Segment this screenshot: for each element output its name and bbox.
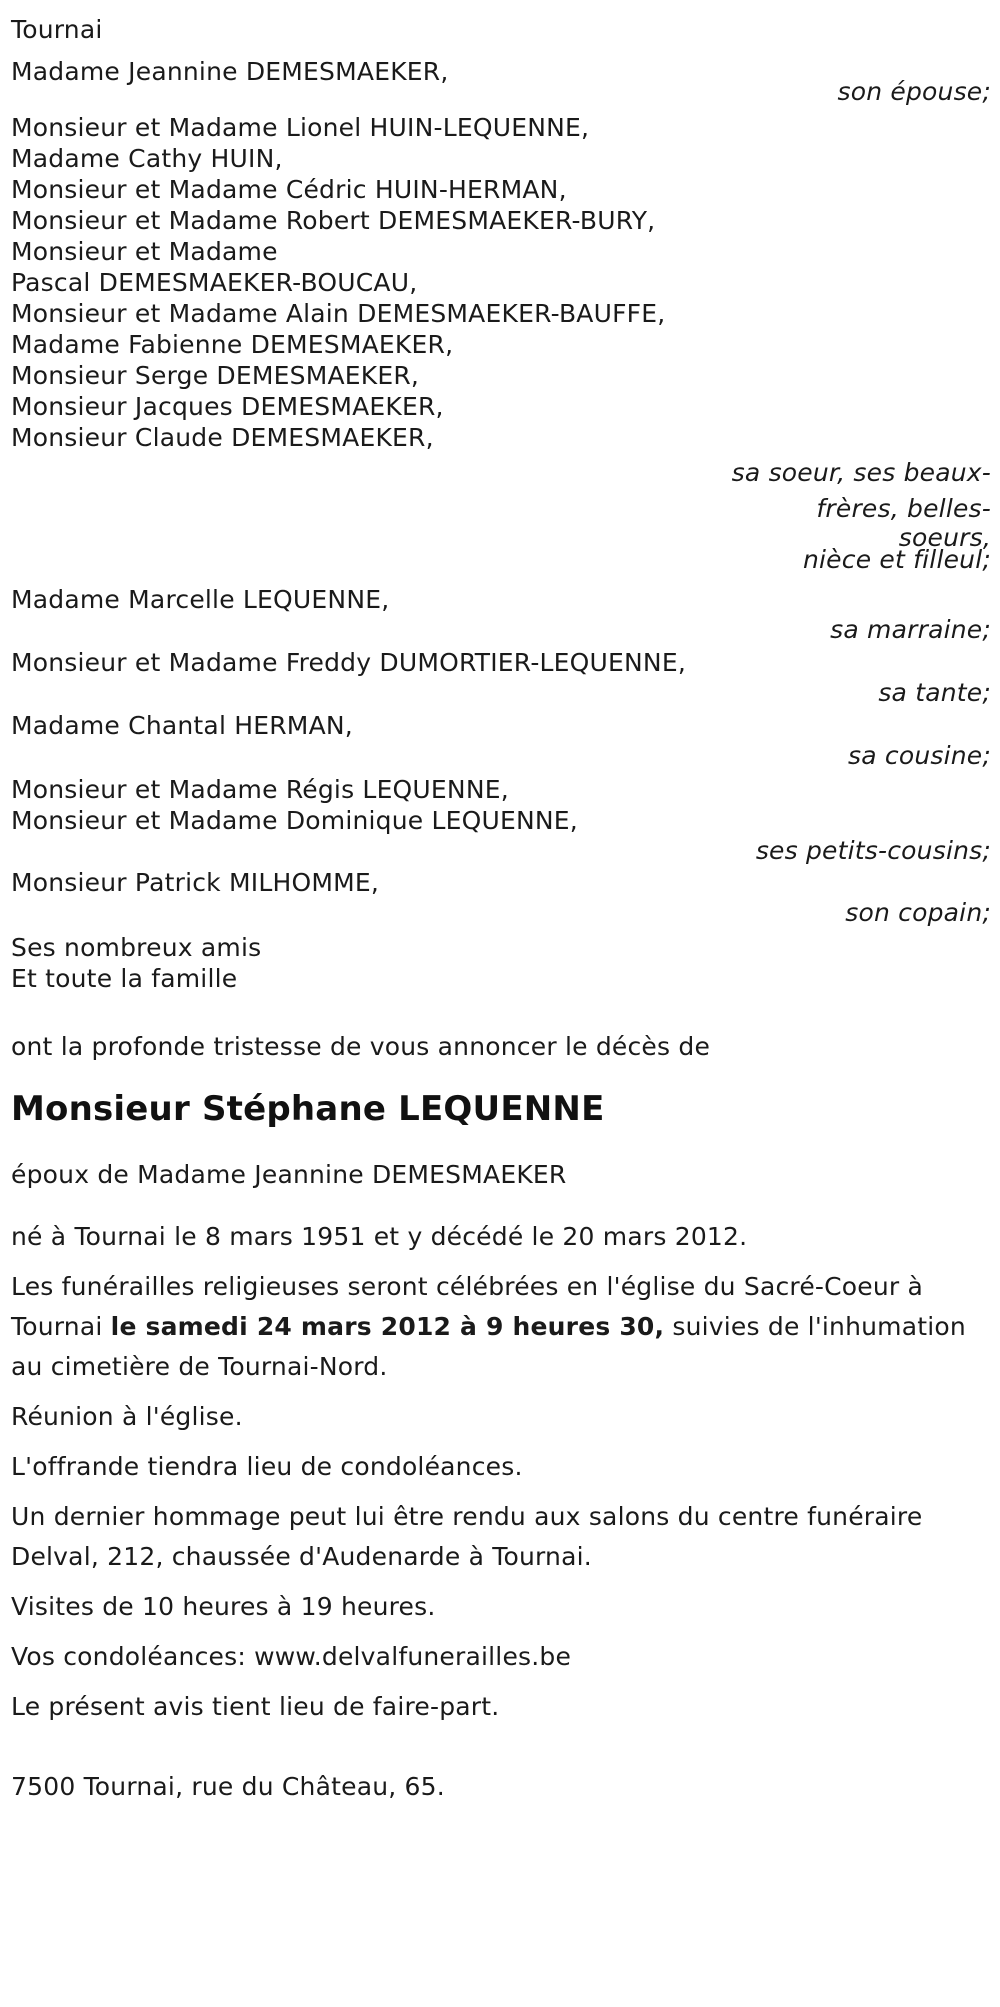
family-name: Monsieur Jacques DEMESMAEKER, (11, 392, 444, 421)
offering-text: L'offrande tiendra lieu de condoléances. (11, 1452, 523, 1481)
friends-line: Et toute la famille (11, 964, 238, 993)
family-name: Monsieur et Madame (11, 237, 278, 266)
family-relation: son copain; (845, 898, 991, 927)
friends-line: Ses nombreux amis (11, 933, 262, 962)
family-name: Monsieur et Madame Robert DEMESMAEKER-BURY, (11, 206, 656, 235)
address-text: 7500 Tournai, rue du Château, 65. (11, 1772, 445, 1801)
family-relation: son épouse; (837, 77, 991, 106)
condolences-text: Vos condoléances: www.delvalfunerailles.be (11, 1642, 572, 1671)
family-name: Madame Fabienne DEMESMAEKER, (11, 330, 454, 359)
family-relation-line: sa soeur, ses beaux- (731, 458, 991, 487)
family-group-siblings (11, 112, 991, 574)
family-name: Monsieur et Madame Alain DEMESMAEKER-BAUFFE, (11, 299, 666, 328)
family-group-friend (11, 868, 991, 928)
funeral-text-after: suivies de l'inhumation au cimetière de Tournai-Nord. (11, 1312, 966, 1381)
family-group-aunt (11, 648, 991, 708)
birth-death-text: né à Tournai le 8 mars 1951 et y décédé le 20 mars 2012. (11, 1222, 748, 1251)
family-group-godmother (11, 585, 991, 645)
family-relation: ses petits-cousins; (755, 836, 991, 865)
family-name: Monsieur et Madame Régis LEQUENNE, (11, 775, 509, 804)
family-name: Monsieur et Madame Freddy DUMORTIER-LEQUENNE, (11, 648, 686, 677)
family-name: Monsieur et Madame Cédric HUIN-HERMAN, (11, 175, 567, 204)
visits-text: Visites de 10 heures à 19 heures. (11, 1592, 436, 1621)
family-name: Monsieur Patrick MILHOMME, (11, 868, 380, 897)
family-name: Monsieur Claude DEMESMAEKER, (11, 423, 434, 452)
family-name: Madame Jeannine DEMESMAEKER, (11, 57, 449, 86)
family-group-second-cousins (11, 774, 991, 866)
meeting-text: Réunion à l'église. (11, 1402, 243, 1431)
family-name: Madame Cathy HUIN, (11, 144, 283, 173)
family-name: Pascal DEMESMAEKER-BOUCAU, (11, 268, 418, 297)
family-group-cousin (11, 711, 991, 771)
family-name: Madame Marcelle LEQUENNE, (11, 585, 390, 614)
spouse-line: époux de Madame Jeannine DEMESMAEKER (11, 1160, 567, 1189)
funeral-date-bold: le samedi 24 mars 2012 à 9 heures 30, (110, 1312, 665, 1341)
deceased-name: Monsieur Stéphane LEQUENNE (11, 1089, 605, 1129)
tribute-text: Un dernier hommage peut lui être rendu aux salons du centre funéraire Delval, 212, chaussée d'Audenarde à Tournai. (11, 1502, 923, 1571)
family-name: Madame Chantal HERMAN, (11, 711, 353, 740)
family-name: Monsieur et Madame Dominique LEQUENNE, (11, 806, 578, 835)
family-relation-line: frères, belles- (816, 494, 991, 523)
family-relation-line: nièce et filleul; (802, 545, 991, 574)
obituary-notice (11, 10, 991, 1807)
family-group-spouse (11, 52, 991, 106)
family-name: Monsieur et Madame Lionel HUIN-LEQUENNE, (11, 113, 590, 142)
funeral-paragraph (11, 1267, 991, 1387)
family-relation: sa marraine; (830, 615, 991, 644)
announcement-text: ont la profonde tristesse de vous annoncer le décès de (11, 1032, 711, 1061)
family-relation: sa cousine; (848, 741, 991, 770)
location-header: Tournai (11, 15, 103, 44)
family-relation: sa tante; (878, 678, 991, 707)
family-relation-line: soeurs, (898, 523, 991, 552)
family-name: Monsieur Serge DEMESMAEKER, (11, 361, 420, 390)
notice-text: Le présent avis tient lieu de faire-part. (11, 1692, 500, 1721)
funeral-text-before: Les funérailles religieuses seront célébrées en l'église du Sacré-Coeur à Tournai (11, 1272, 924, 1341)
